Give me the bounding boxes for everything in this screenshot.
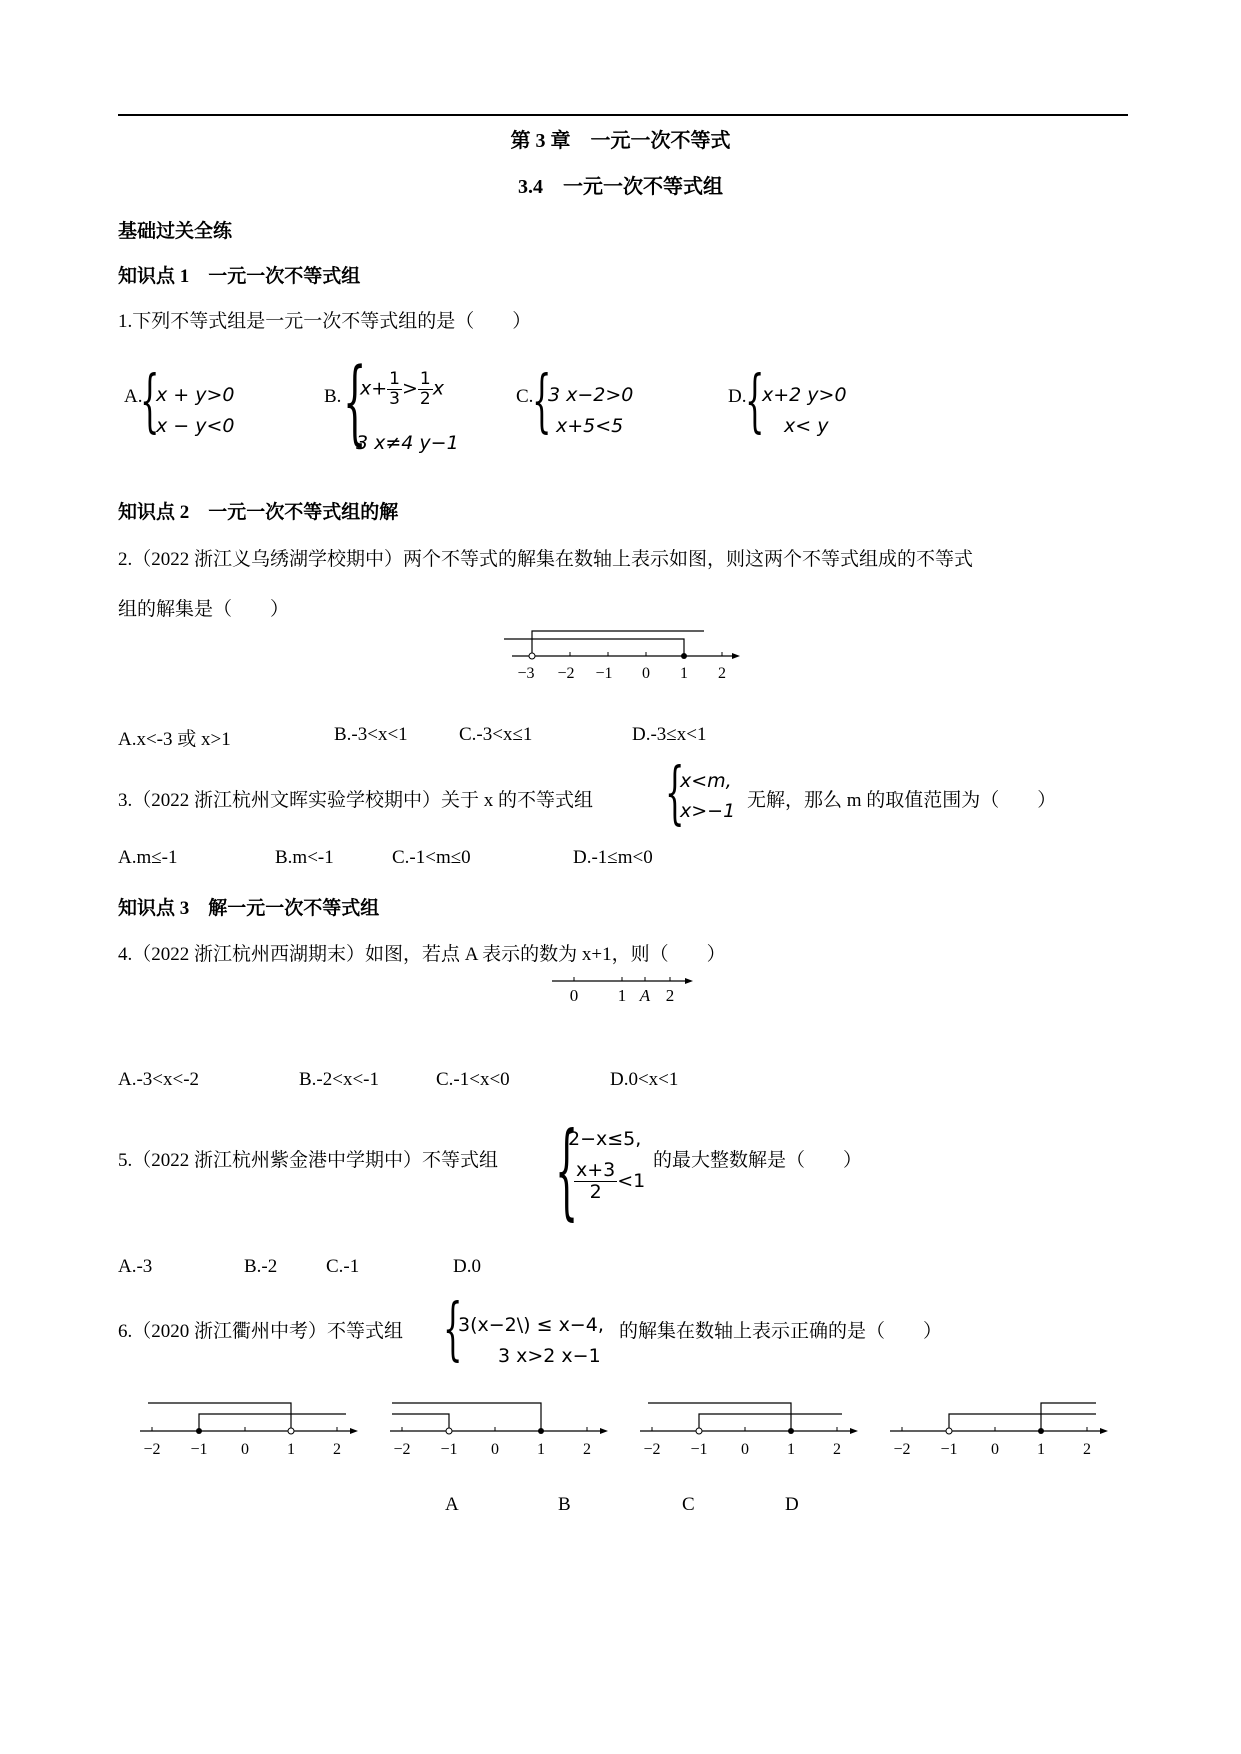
q3-line1: x<m, <box>680 770 732 792</box>
tick-label: −2 <box>557 665 575 682</box>
axis-arrow <box>1100 1428 1108 1434</box>
q6-option-c-number-line[interactable] <box>638 1396 863 1458</box>
tick-label: 2 <box>718 665 726 682</box>
tick-label: −2 <box>393 1441 411 1458</box>
q1-d-brace: { <box>745 362 765 441</box>
closed-point <box>788 1428 794 1434</box>
range-right <box>199 1414 346 1431</box>
tick-label: 1 <box>617 986 627 1005</box>
q1-b-fraction-1 <box>387 370 402 408</box>
q1-c-label: C. <box>516 386 534 407</box>
q3-option-b[interactable]: B.m<-1 <box>275 847 334 868</box>
q1-b-line1 <box>360 370 444 408</box>
axis-arrow <box>350 1428 358 1434</box>
tick-label: −1 <box>595 665 613 682</box>
tick-label: −1 <box>440 1441 458 1458</box>
tick-label: −1 <box>690 1441 708 1458</box>
q3-option-c[interactable]: C.-1<m≤0 <box>392 847 471 868</box>
q6-stem-pre: 6.（2020 浙江衢州中考）不等式组 <box>118 1321 404 1342</box>
q6-option-a-number-line[interactable] <box>138 1396 363 1458</box>
range-right-long <box>949 1414 1096 1431</box>
q5-line2 <box>574 1160 645 1203</box>
range-left-long <box>392 1403 541 1431</box>
q1-c-line2: x+5<5 <box>556 415 624 437</box>
tick-label: −1 <box>190 1441 208 1458</box>
q1-c-brace: { <box>532 362 552 441</box>
q2-stem-line1: 2.（2022 浙江义乌绣湖学校期中）两个不等式的解集在数轴上表示如图，则这两个不等式组成的不等式 <box>118 549 974 570</box>
tick-label: 0 <box>991 1441 999 1458</box>
q3-line2: x>−1 <box>680 800 736 822</box>
q5-option-b[interactable]: B.-2 <box>244 1256 278 1277</box>
tick-label: −2 <box>643 1441 661 1458</box>
q5-option-c[interactable]: C.-1 <box>326 1256 360 1277</box>
q6-label-b[interactable]: B <box>558 1494 571 1515</box>
tick-label: 0 <box>642 665 650 682</box>
q6-stem-post: 的解集在数轴上表示正确的是（ ） <box>619 1321 943 1342</box>
tick-label: 2 <box>333 1441 341 1458</box>
q5-line1: 2−x≤5, <box>568 1128 642 1150</box>
tick-label: 0 <box>241 1441 249 1458</box>
q4-option-b[interactable]: B.-2<x<-1 <box>299 1069 380 1090</box>
q4-number-line <box>548 968 698 1008</box>
q4-option-a[interactable]: A.-3<x<-2 <box>118 1069 200 1090</box>
tick-label: 2 <box>583 1441 591 1458</box>
q5-fraction <box>574 1160 617 1203</box>
q5-option-d[interactable]: D.0 <box>453 1256 481 1277</box>
q1-a-line2: x − y<0 <box>156 415 235 437</box>
q6-option-d-number-line[interactable] <box>888 1396 1113 1458</box>
frac-num: 1 <box>389 369 400 389</box>
q1-a-brace: { <box>140 362 160 441</box>
q2-option-b[interactable]: B.-3<x<1 <box>334 724 408 745</box>
q6-label-d[interactable]: D <box>785 1494 799 1515</box>
axis-arrow <box>850 1428 858 1434</box>
q6-brace: { <box>443 1290 463 1369</box>
tick-label: 1 <box>537 1441 545 1458</box>
closed-point <box>538 1428 544 1434</box>
tick-label: 0 <box>741 1441 749 1458</box>
knowledge-point-2: 知识点 2 一元一次不等式组的解 <box>118 502 399 523</box>
q6-label-c[interactable]: C <box>682 1494 695 1515</box>
q1-b-brace: { <box>343 348 367 455</box>
q1-d-label: D. <box>728 386 747 407</box>
q2-number-line <box>500 625 750 685</box>
q1-c-line1: 3 x−2>0 <box>548 384 634 406</box>
q2-stem-line2: 组的解集是（ ） <box>118 599 290 620</box>
tick-label: 1 <box>287 1441 295 1458</box>
tick-label: −3 <box>517 665 535 682</box>
q6-label-a[interactable]: A <box>445 1494 459 1515</box>
section-title: 3.4 一元一次不等式组 <box>518 176 723 198</box>
range-left <box>148 1403 291 1431</box>
chapter-title: 第 3 章 一元一次不等式 <box>510 130 731 152</box>
q3-stem-post: 无解，那么 m 的取值范围为（ ） <box>747 790 1057 811</box>
q6-option-b-number-line[interactable] <box>388 1396 613 1458</box>
q5-option-a[interactable]: A.-3 <box>118 1256 153 1277</box>
q3-option-a[interactable]: A.m≤-1 <box>118 847 178 868</box>
q1-a-label: A. <box>124 386 143 407</box>
tick-label: −2 <box>893 1441 911 1458</box>
axis-arrow <box>732 653 740 659</box>
tick-label: 2 <box>1083 1441 1091 1458</box>
q1-d-line2: x< y <box>784 415 829 437</box>
tick-label: 1 <box>787 1441 795 1458</box>
tick-label: 1 <box>680 665 688 682</box>
frac-den: 3 <box>389 388 400 409</box>
closed-point <box>1038 1428 1044 1434</box>
open-point <box>946 1428 952 1434</box>
range-left <box>648 1403 791 1431</box>
frac-num: 1 <box>419 369 431 389</box>
axis-arrow <box>600 1428 608 1434</box>
knowledge-point-3: 知识点 3 解一元一次不等式组 <box>118 898 380 919</box>
q4-option-c[interactable]: C.-1<x<0 <box>436 1069 510 1090</box>
q5-stem-post: 的最大整数解是（ ） <box>653 1150 863 1171</box>
q1-d-line1: x+2 y>0 <box>762 384 847 406</box>
tick-label: 0 <box>569 986 579 1005</box>
range-left-short <box>392 1414 449 1431</box>
frac-den: 2 <box>589 1180 602 1203</box>
q4-option-d[interactable]: D.0<x<1 <box>610 1069 679 1090</box>
q1-b-fraction-2 <box>418 370 433 408</box>
q1-stem: 1.下列不等式组是一元一次不等式组的是（ ） <box>118 311 532 332</box>
q2-option-d[interactable]: D.-3≤x<1 <box>632 724 707 745</box>
point-a-label: A <box>639 986 651 1005</box>
knowledge-point-1: 知识点 1 一元一次不等式组 <box>118 266 361 287</box>
q2-option-a[interactable]: A.x<-3 或 x>1 <box>118 729 231 750</box>
solution-bracket-right <box>532 631 704 656</box>
q2-option-c[interactable]: C.-3<x≤1 <box>459 724 533 745</box>
tick-label: 2 <box>833 1441 841 1458</box>
axis-arrow <box>685 978 693 984</box>
tick-label: 2 <box>665 986 675 1005</box>
q5-stem-pre: 5.（2022 浙江杭州紫金港中学期中）不等式组 <box>118 1150 499 1171</box>
q3-option-d[interactable]: D.-1≤m<0 <box>573 847 653 868</box>
q1-b-prefix: x+ <box>360 377 388 400</box>
range-right <box>699 1414 842 1431</box>
q5-less-than: <1 <box>617 1169 646 1192</box>
open-point <box>288 1428 294 1434</box>
range-right-short <box>1041 1403 1096 1431</box>
q1-b-label: B. <box>324 386 342 407</box>
q1-b-suffix: x <box>432 377 444 400</box>
q3-brace: { <box>665 754 685 833</box>
open-point <box>696 1428 702 1434</box>
q3-stem-pre: 3.（2022 浙江杭州文晖实验学校期中）关于 x 的不等式组 <box>118 790 594 811</box>
open-point <box>446 1428 452 1434</box>
frac-den: 2 <box>419 388 431 409</box>
q4-stem: 4.（2022 浙江杭州西湖期末）如图，若点 A 表示的数为 x+1，则（ ） <box>118 944 726 965</box>
q6-line2: 3 x>2 x−1 <box>498 1345 601 1367</box>
closed-point <box>681 653 687 659</box>
tick-label: 1 <box>1037 1441 1045 1458</box>
q1-b-gt: > <box>402 377 418 400</box>
q1-a-line1: x + y>0 <box>156 384 235 406</box>
q1-b-line2: 3 x≠4 y−1 <box>356 432 459 454</box>
frac-num: x+3 <box>576 1159 616 1181</box>
tick-label: −1 <box>940 1441 958 1458</box>
tick-label: 0 <box>491 1441 499 1458</box>
closed-point <box>196 1428 202 1434</box>
q6-line1: 3(x−2\) ≤ x−4, <box>458 1314 604 1336</box>
open-point <box>529 653 535 659</box>
header-rule <box>118 114 1128 116</box>
tick-label: −2 <box>143 1441 161 1458</box>
q5-brace: { <box>555 1109 579 1231</box>
part-title: 基础过关全练 <box>118 221 233 242</box>
